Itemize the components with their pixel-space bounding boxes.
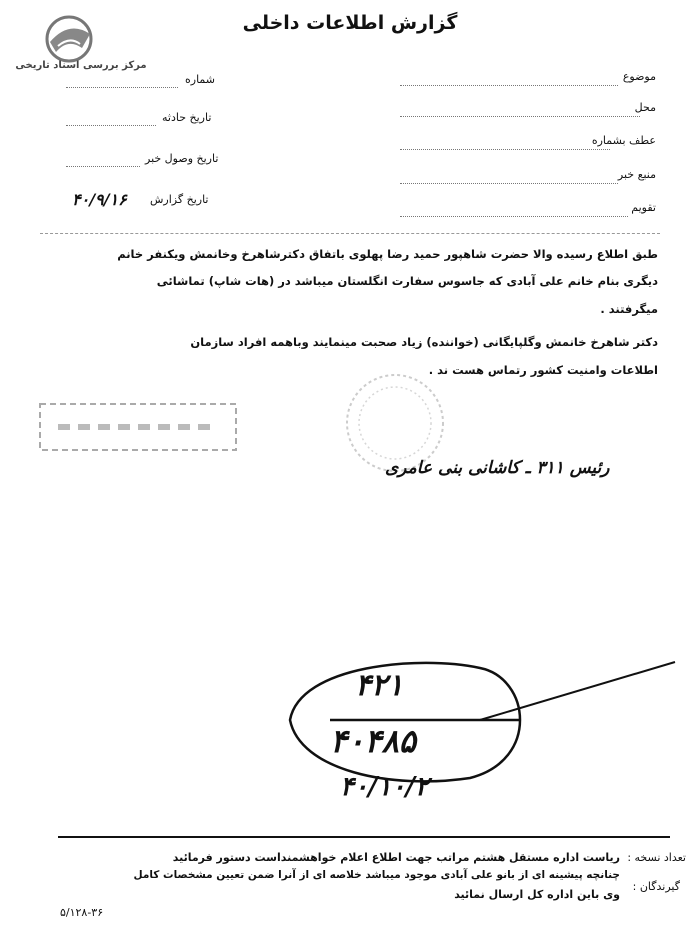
field-calendar-line	[400, 215, 628, 217]
footer-recipients-label: گیرندگان :	[632, 880, 680, 893]
field-reference-label: عطف بشماره	[591, 134, 656, 147]
handwritten-signature: رئیس ۳۱۱ ـ کاشانی بنی عامری	[385, 458, 610, 478]
handwritten-date: ۴۰/۱۰/۲	[340, 772, 429, 802]
field-number-label: شماره	[185, 73, 216, 86]
field-incident-date-label: تاریخ حادثه	[162, 111, 212, 124]
body-line-3: میگرفتند .	[600, 302, 658, 316]
archive-logo-icon	[40, 14, 98, 64]
form-code: ۵/۱۲۸-۳۶	[60, 906, 104, 919]
body-line-1: طبق اطلاع رسیده والا حضرت شاهپور حمید رضا پهلوی باتفاق دکترشاهرخ وخانمش ویکنفر خانم	[117, 247, 658, 261]
body-top-rule	[40, 232, 660, 234]
footer-line-3: وی باین اداره کل ارسال نمائید	[454, 888, 620, 901]
handwritten-ellipse	[270, 650, 690, 790]
faint-stamp-box	[38, 402, 238, 452]
field-location-line	[400, 115, 640, 117]
logo-caption: مرکز بررسی اسناد تاریخی	[15, 60, 147, 71]
field-incident-date-line	[66, 124, 156, 126]
report-title: گزارش اطلاعات داخلی	[242, 12, 458, 34]
field-location-label: محل	[634, 101, 656, 114]
body-line-2: دیگری بنام خانم علی آبادی که جاسوس سفارت انگلستان میباشد در (هات شاپ) تماشائی	[156, 274, 658, 288]
handwritten-number-top: ۴۲۱	[355, 668, 404, 703]
field-report-date-value: ۴۰/۹/۱۶	[72, 190, 127, 209]
field-source-label: منبع خبر	[617, 168, 656, 181]
footer-line-1: ریاست اداره مستقل هشتم مراتب جهت اطلاع اعلام خواهشمنداست دستور فرمائید	[172, 851, 620, 864]
field-subject-line	[400, 84, 618, 86]
footer-copies-label: تعداد نسخه :	[627, 851, 686, 864]
field-source-line	[400, 182, 618, 184]
footer-rule	[58, 836, 670, 838]
handwritten-number-bottom: ۴۰۴۸۵	[330, 722, 416, 760]
field-calendar-label: تقویم	[631, 201, 656, 214]
footer-line-2: چنانچه پیشینه ای از بانو علی آبادی موجود میباشد خلاصه ای از آنرا ضمن تعیین مشخصات کامل	[133, 869, 620, 881]
body-line-5: اطلاعات وامنیت کشور رتماس هست ند .	[428, 363, 658, 377]
field-subject-label: موضوع	[622, 70, 656, 83]
field-receipt-date-line	[66, 165, 140, 167]
field-reference-line	[400, 148, 610, 150]
field-receipt-date-label: تاریخ وصول خبر	[145, 152, 219, 165]
field-report-date-label: تاریخ گزارش	[150, 193, 209, 206]
field-number-line	[66, 86, 178, 88]
body-line-4: دکتر شاهرخ خانمش وگلپایگانی (خواننده) زیاد صحبت مینمایند وباهمه افراد سازمان	[190, 335, 658, 349]
